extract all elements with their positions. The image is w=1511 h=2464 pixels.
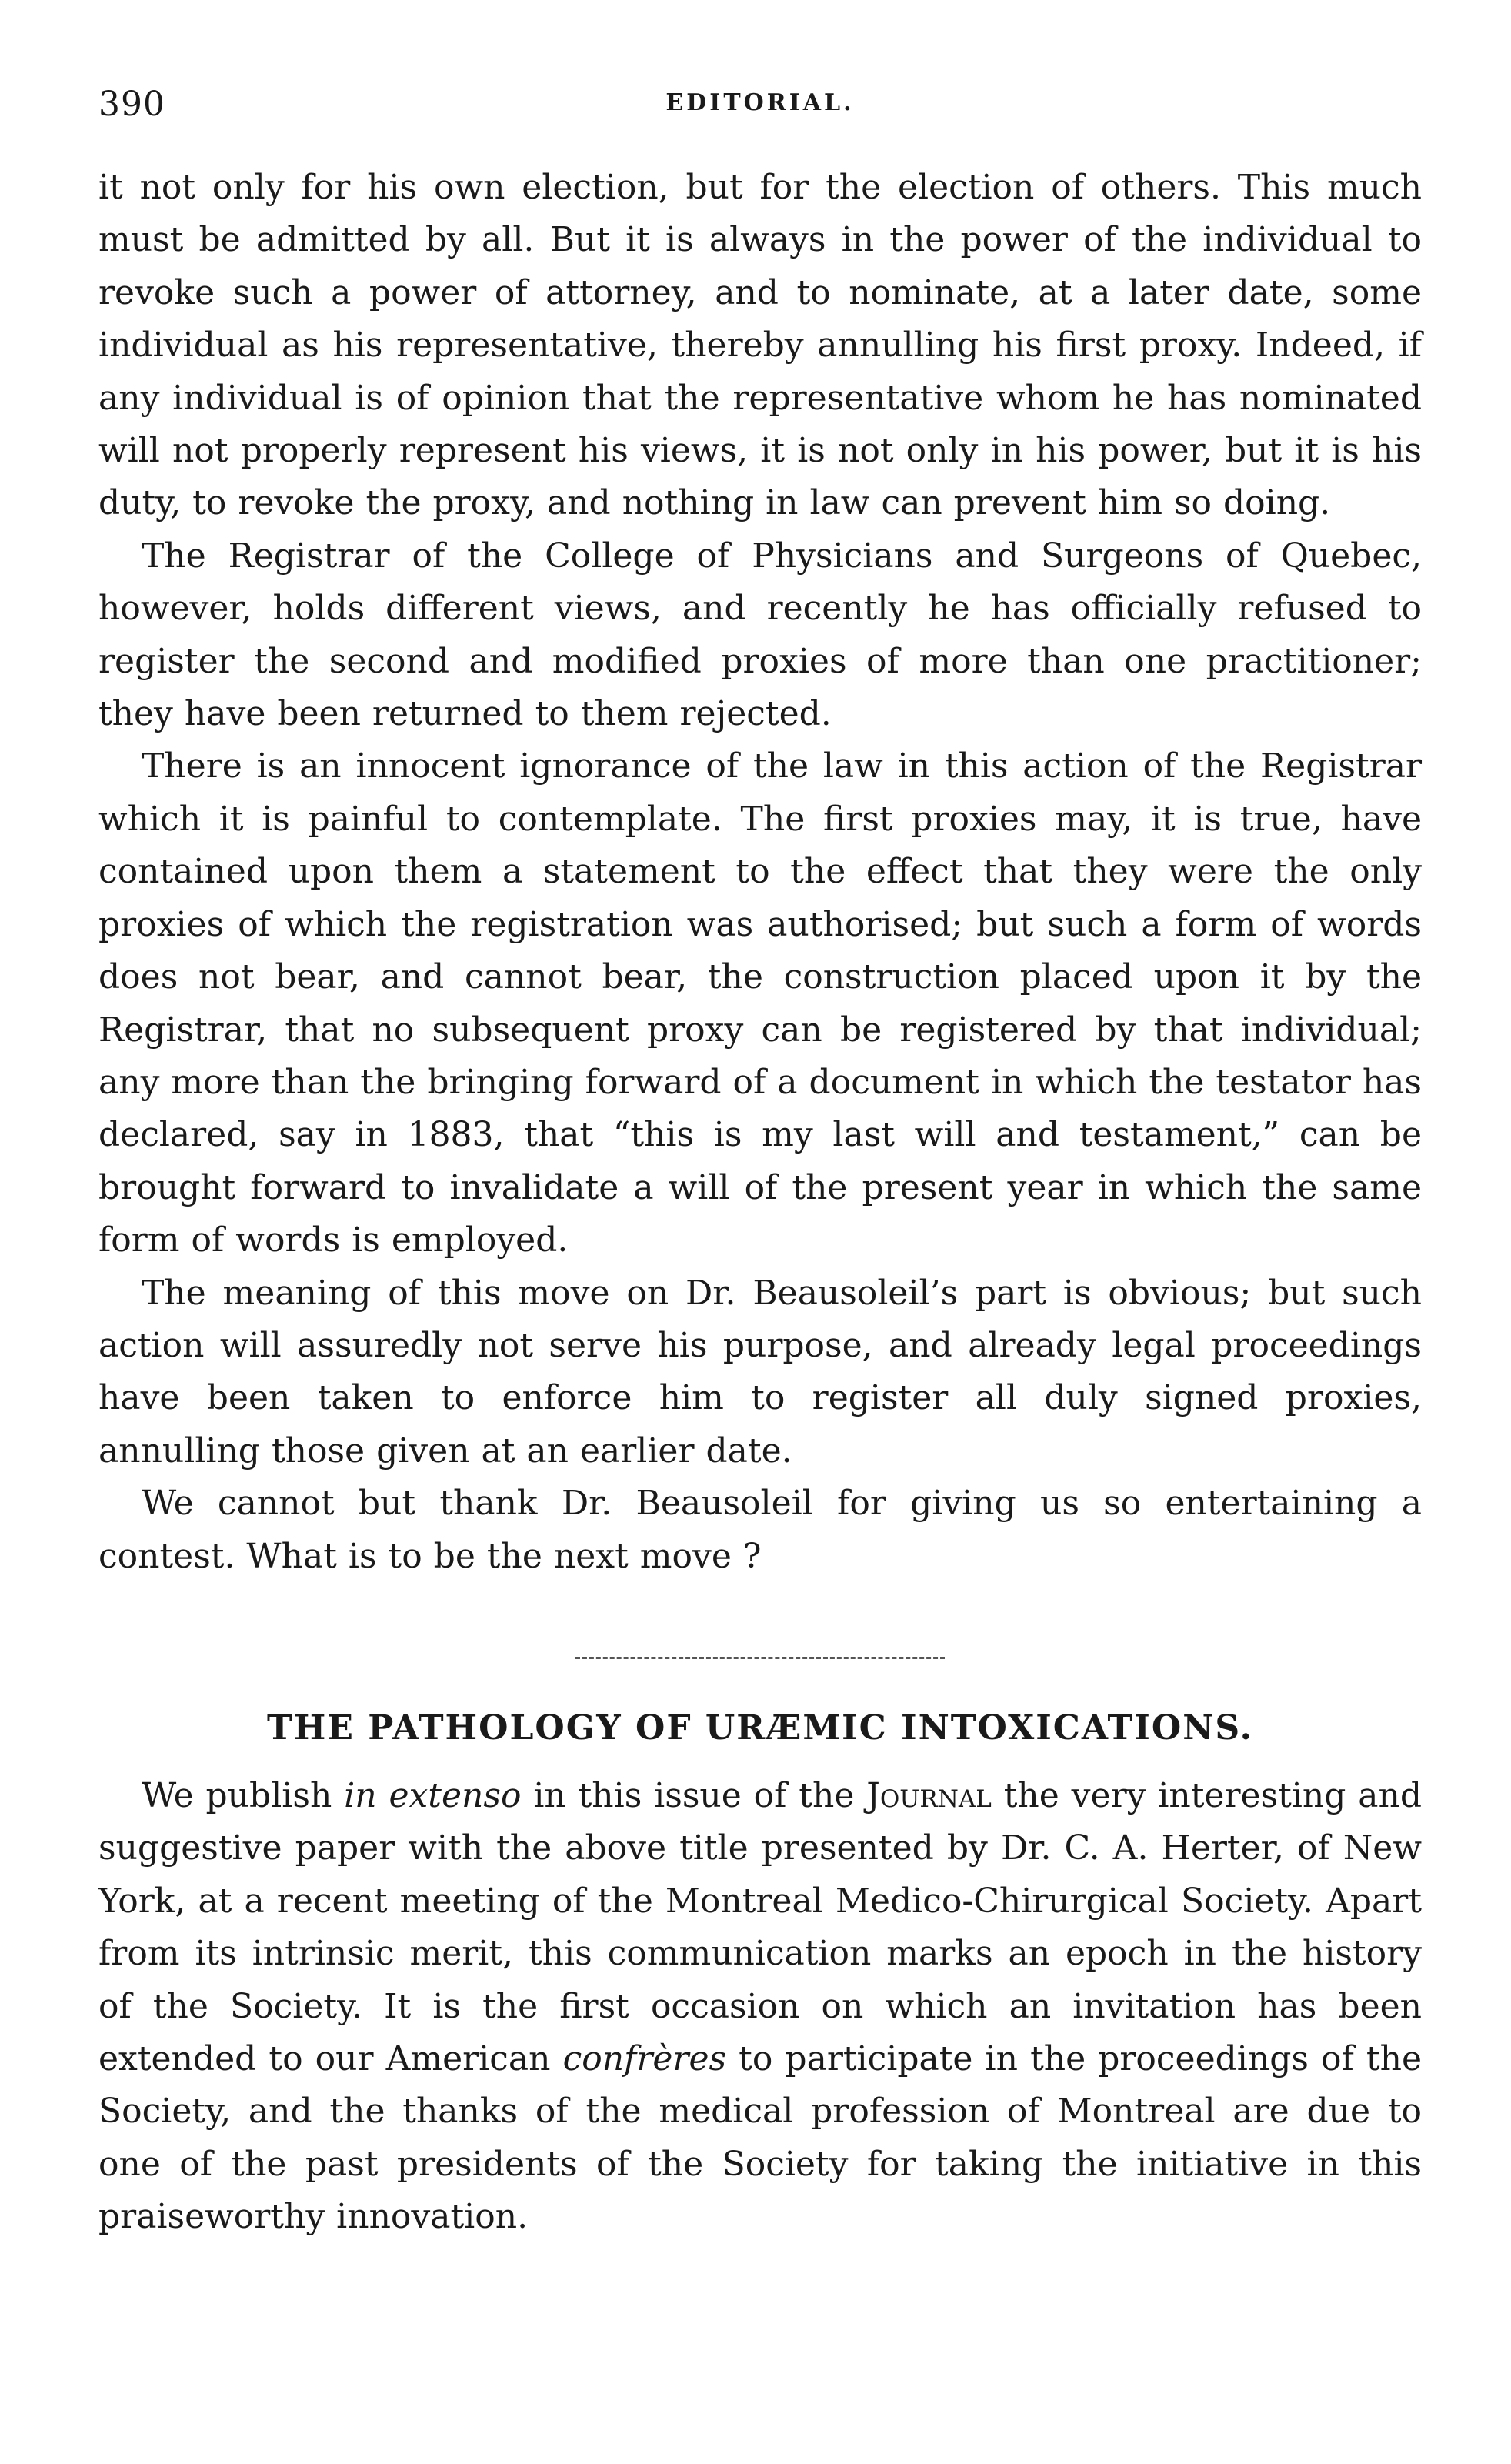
running-title: EDITORIAL. <box>665 89 855 116</box>
page <box>98 85 1422 2244</box>
section-divider <box>575 1657 945 1659</box>
section-title: THE PATHOLOGY OF URÆMIC INTOXICATIONS. <box>267 1708 1253 1748</box>
paragraph: The Registrar of the College of Physicians and Surgeons of Quebec, however, holds different views, and recently he has officially refused to register the second and modified proxies of more than one practitioner; they have been returned to them rejected. <box>98 536 1422 734</box>
editorial-body <box>98 162 1422 1583</box>
running-head <box>98 85 1422 139</box>
section-paragraph <box>98 1770 1422 2244</box>
section-text-lead: We publish <box>142 1775 345 1815</box>
section-text-italic: confrères <box>562 2039 727 2078</box>
paragraph: There is an innocent ignorance of the law in this action of the Registrar which it is painful to contemplate. The first proxies may, it is true, have contained upon them a statement to the effect that they were the only proxies of which the registration was authorised; but such a form of words does not bear, and cannot bear, the construction placed upon it by the Registrar, that no subsequent proxy can be registered by that individual; any more than the bringing forward of a document in which the testator has declared, say in 1883, that “this is my last will and testament,” can be brought forward to invalidate a will of the present year in which the same form of words is employed. <box>98 746 1422 1260</box>
paragraph: it not only for his own election, but for the election of others. This much must be admitted by all. But it is always in the power of the individual to revoke such a power of attorney, and to nominate, at a later date, some individual as his representative, thereby annulling his first proxy. Indeed, if any individual is of opinion that the representative whom he has nominated will not properly represent his views, it is not only in his power, but it is his duty, to revoke the proxy, and nothing in law can prevent him so doing. <box>98 168 1422 523</box>
section-text-italic: in extenso <box>344 1775 522 1815</box>
page-number: 390 <box>98 85 165 124</box>
section-text: the very interesting and suggestive paper with the above title presented by Dr. C. A. Herter, of New York, at a recent meeting of the Montreal Medico-Chirurgical Society. Apart from its intrinsic merit, this communication marks an epoch in the history of the Society. It is the first occasion on which an invitation has been extended to our American <box>98 1775 1422 2078</box>
journal-name: Journal <box>866 1775 992 1815</box>
paragraph: We cannot but thank Dr. Beausoleil for giving us so entertaining a contest. What is to be the next move ? <box>98 1484 1422 1576</box>
section-text: in this issue of the <box>521 1775 867 1815</box>
paragraph: The meaning of this move on Dr. Beausoleil’s part is obvious; but such action will assuredly not serve his purpose, and already legal proceedings have been taken to enforce him to register all duly signed proxies, annulling those given at an earlier date. <box>98 1273 1422 1471</box>
section-text-tail: to participate in the proceedings of the Society, and the thanks of the medical profession of Montreal are due to one of the past presidents of the Society for taking the initiative in this praiseworthy innovation. <box>98 2039 1422 2237</box>
